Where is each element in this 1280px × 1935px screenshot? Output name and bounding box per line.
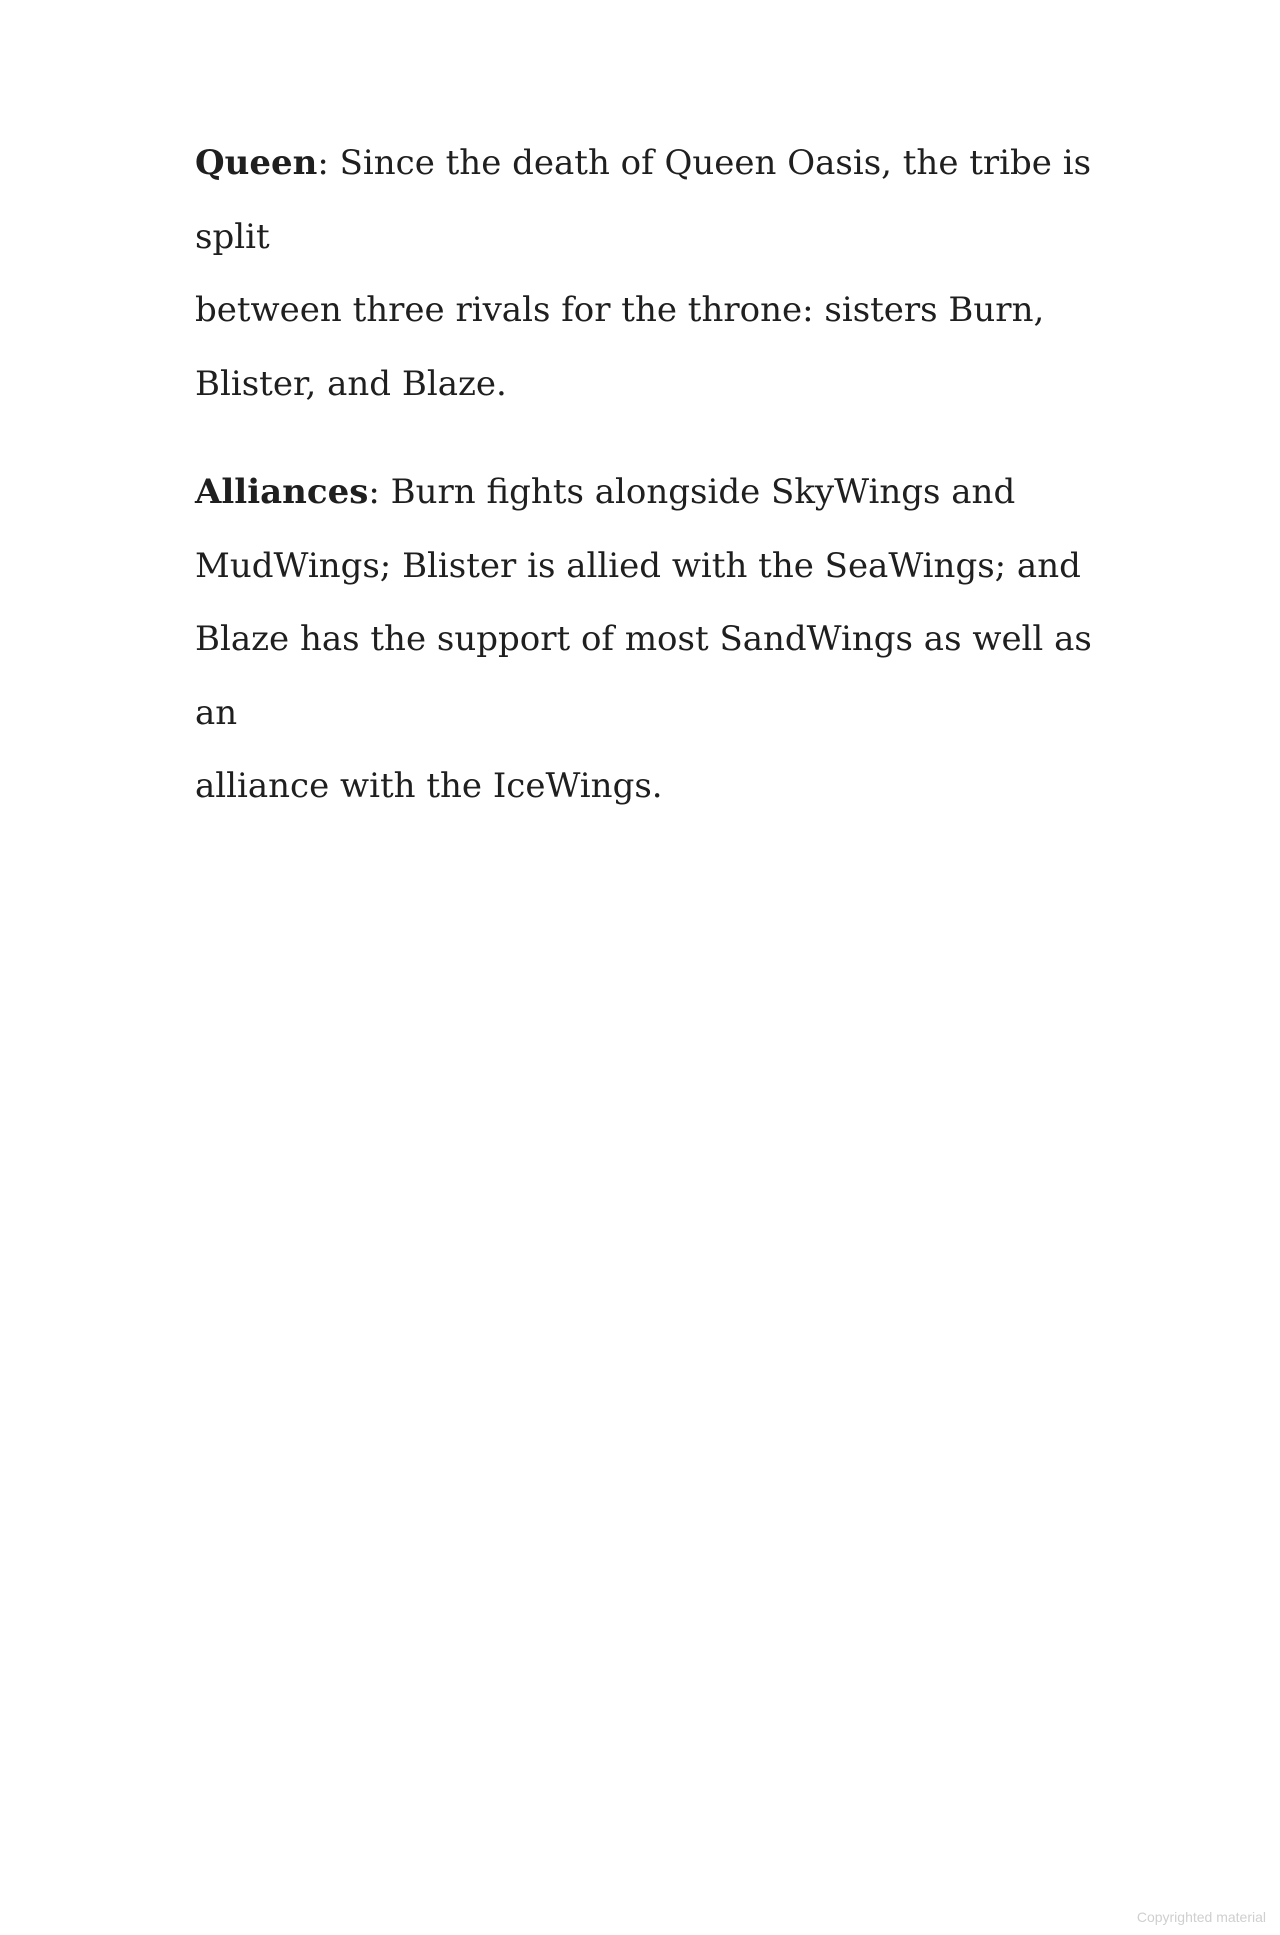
- page-text: [195, 127, 1095, 824]
- paragraph-queen: [195, 127, 1095, 421]
- line: alliance with the IceWings.: [195, 766, 663, 806]
- line: Since the death of Queen Oasis, the tribe is split: [195, 143, 1092, 257]
- term-queen: Queen: [195, 143, 318, 183]
- paragraph-alliances: [195, 456, 1095, 824]
- term-alliances: Alliances: [195, 472, 369, 512]
- line: Blaze has the support of most SandWings as well as an: [195, 619, 1092, 733]
- line: Burn fights alongside SkyWings and: [379, 472, 1016, 512]
- term-separator: :: [317, 143, 329, 183]
- copyright-watermark: Copyrighted material: [1136, 1909, 1266, 1925]
- line: Blister, and Blaze.: [195, 363, 507, 404]
- term-separator: :: [368, 472, 380, 512]
- line: between three rivals for the throne: sisters Burn,: [195, 290, 1045, 330]
- line: MudWings; Blister is allied with the SeaWings; and: [195, 545, 1081, 586]
